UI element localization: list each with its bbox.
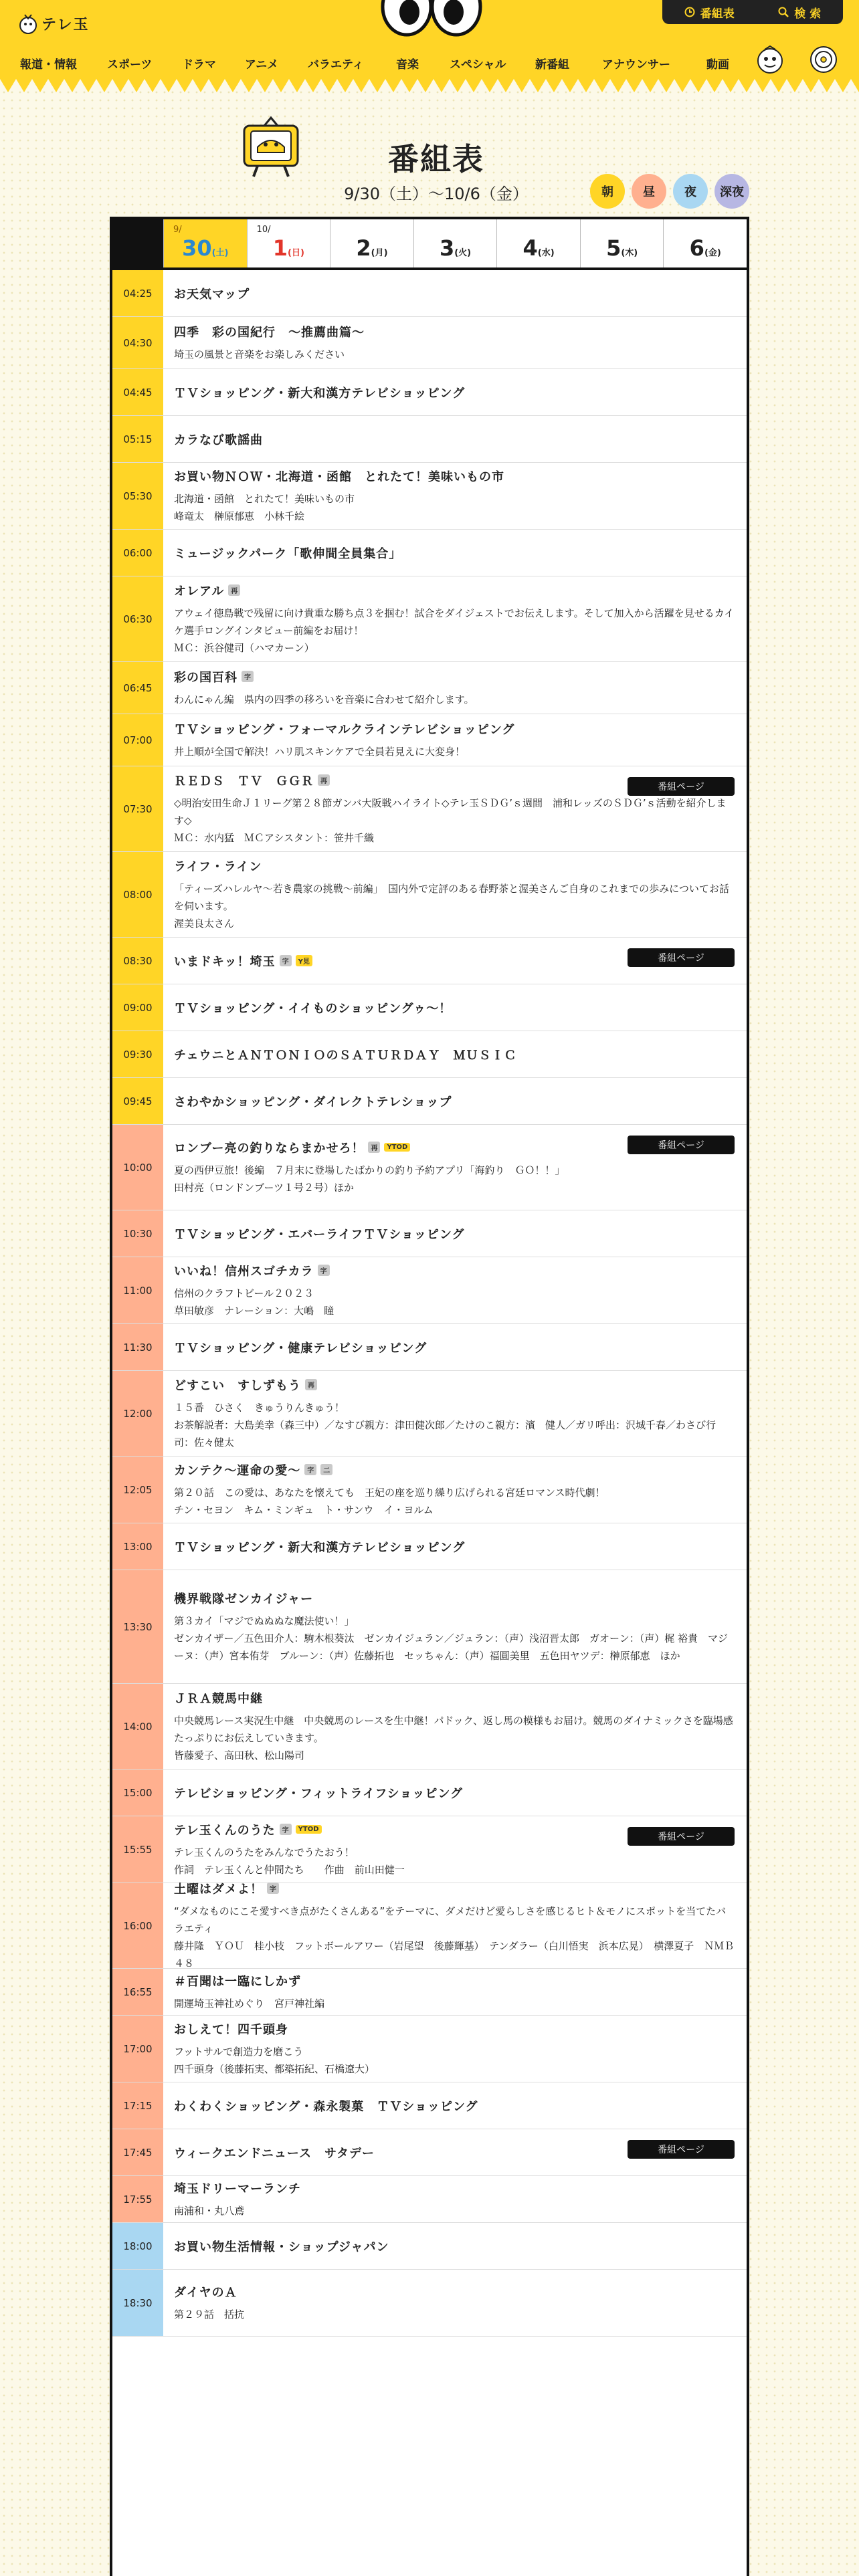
program-body	[163, 984, 747, 1031]
program-row	[112, 1125, 747, 1210]
program-badge: 再	[228, 584, 240, 596]
timezone-night-button[interactable]: 夜	[673, 174, 708, 209]
program-row	[112, 714, 747, 766]
program-row	[112, 576, 747, 662]
program-title[interactable]	[174, 2238, 735, 2255]
logo-text: テレ玉	[41, 16, 90, 33]
program-description-line: 北海道・函館 とれたて！美味いもの市	[174, 492, 355, 505]
program-title-text[interactable]: ＴＶショッピング・イイものショッピングゥ〜！	[174, 1001, 452, 1016]
program-title-text[interactable]: わくわくショッピング・森永製菓 ＴＶショッピング	[174, 2099, 478, 2114]
program-title[interactable]	[174, 544, 735, 562]
search-link-label: 検 索	[794, 7, 822, 21]
program-row	[112, 2016, 747, 2082]
program-description	[174, 691, 735, 708]
program-body	[163, 2082, 747, 2129]
program-body	[163, 530, 747, 576]
program-title-text[interactable]: カラなび歌謡曲	[174, 433, 263, 447]
date-range: 9/30（土）〜10/6（金）	[344, 185, 529, 203]
program-body	[163, 2270, 747, 2336]
program-title[interactable]	[174, 1093, 735, 1110]
program-body	[163, 1816, 747, 1883]
program-body	[163, 1324, 747, 1370]
program-badge: 字	[318, 1265, 330, 1276]
program-title[interactable]	[174, 1880, 735, 1897]
program-row	[112, 2176, 747, 2223]
schedule-link-label: 番組表	[700, 7, 735, 21]
program-badge: YTOD	[384, 1143, 410, 1152]
program-row	[112, 662, 747, 714]
program-description-line: 南浦和・丸八鳶	[174, 2204, 245, 2217]
tab-day-1006[interactable]	[663, 219, 747, 267]
program-title[interactable]	[174, 720, 735, 738]
program-body	[163, 1031, 747, 1077]
program-row	[112, 1816, 747, 1883]
program-body	[163, 1125, 747, 1210]
program-description-line: お茶解説者：大島美幸（森三中）／なすび親方：津田健次郎／たけのこ親方：濱 健人／ガリ呼出：沢城千春／わさび行司：佐々健太	[174, 1418, 717, 1448]
timezone-morning-button[interactable]: 朝	[590, 174, 625, 209]
program-title-text[interactable]: ウィークエンドニュース サタデー	[174, 2146, 375, 2161]
program-title[interactable]	[174, 582, 735, 599]
program-description-line: 作詞 テレ玉くんと仲間たち 作曲 前山田健一	[174, 1863, 405, 1876]
program-title-text[interactable]: いいね！信州スゴチカラ	[174, 1264, 314, 1279]
program-title-text[interactable]: お買い物生活情報・ショップジャパン	[174, 2240, 389, 2254]
program-page-button[interactable]: 番組ページ	[628, 777, 735, 796]
program-time: 05:30	[112, 463, 163, 529]
program-body	[163, 1371, 747, 1456]
program-row	[112, 1457, 747, 1523]
program-time: 18:30	[112, 2270, 163, 2336]
program-description	[174, 794, 735, 847]
program-title[interactable]	[174, 2283, 735, 2300]
program-title-text[interactable]: おしえて！四千頭身	[174, 2022, 288, 2037]
program-time: 17:55	[112, 2176, 163, 2222]
program-description-line: ◇明治安田生命Ｊ１リーグ第２８節ガンバ大阪戦ハイライト◇テレ玉ＳＤＧ’ｓ週間 浦和レッズのＳＤＧ’ｓ活動を紹介します◇	[174, 796, 727, 827]
program-body	[163, 1684, 747, 1769]
program-row	[112, 938, 747, 984]
program-row	[112, 369, 747, 416]
program-title-text[interactable]: ＴＶショッピング・新大和漢方テレビショッピング	[174, 1540, 466, 1555]
utility-bar	[662, 0, 843, 24]
program-title[interactable]	[174, 467, 735, 485]
program-title-text[interactable]: カンテク〜運命の愛〜	[174, 1463, 301, 1478]
nav-news[interactable]: 報道・情報	[20, 58, 77, 72]
program-time: 16:55	[112, 1969, 163, 2015]
program-description	[174, 1995, 735, 2012]
program-body	[163, 2129, 747, 2175]
program-time: 17:00	[112, 2016, 163, 2082]
program-row	[112, 1883, 747, 1969]
program-title-text[interactable]: ＪＲＡ競馬中継	[174, 1691, 263, 1706]
program-body	[163, 463, 747, 529]
program-time: 04:30	[112, 317, 163, 368]
program-description	[174, 743, 735, 760]
program-body	[163, 938, 747, 984]
program-badge: 二	[320, 1464, 332, 1475]
program-title[interactable]	[174, 1376, 735, 1394]
tab-day-number: 2	[356, 235, 371, 261]
day-tabs	[112, 217, 747, 270]
program-badge: 再	[318, 774, 330, 786]
program-row	[112, 530, 747, 576]
program-time: 06:00	[112, 530, 163, 576]
nav-music[interactable]: 音楽	[396, 58, 419, 72]
program-title-text[interactable]: さわやかショッピング・ダイレクトテレショップ	[174, 1095, 452, 1109]
program-description-line: 田村亮（ロンドンブーツ１号２号）ほか	[174, 1181, 354, 1194]
program-body	[163, 576, 747, 661]
program-row	[112, 1031, 747, 1078]
program-title-text[interactable]: お天気マップ	[174, 287, 250, 302]
program-description	[174, 1484, 735, 1519]
program-time: 08:00	[112, 852, 163, 937]
program-badge: 字	[304, 1464, 316, 1475]
clock-icon	[684, 7, 695, 17]
program-title[interactable]	[174, 285, 735, 302]
tab-weekday: (金)	[704, 248, 721, 258]
tab-weekday: (水)	[537, 248, 555, 258]
program-description	[174, 2202, 735, 2220]
program-description-line: １５番 ひさく きゅうりんきゅう！	[174, 1401, 345, 1414]
program-body	[163, 2223, 747, 2269]
program-badge: YTOD	[296, 1825, 322, 1834]
program-body	[163, 1969, 747, 2015]
tab-day-number: 1	[272, 235, 288, 261]
program-description-line: わんにゃん編 県内の四季の移ろいを音楽に合わせて紹介します。	[174, 693, 474, 706]
program-description-line: 草田敏彦 ナレーション：大嶋 瞳	[174, 1304, 335, 1317]
program-body	[163, 369, 747, 415]
program-row	[112, 1570, 747, 1684]
program-title[interactable]	[174, 2020, 735, 2038]
program-page-button[interactable]: 番組ページ	[628, 2140, 735, 2159]
program-title-text[interactable]: ロンブー亮の釣りならまかせろ！	[174, 1141, 365, 1156]
program-title[interactable]	[174, 1590, 735, 1607]
program-description-line: チン・セヨン キム・ミンギュ ト・サンウ イ・ヨルム	[174, 1503, 434, 1516]
program-title-text[interactable]: ダイヤのＡ	[174, 2285, 237, 2300]
bibiru-character-icon[interactable]	[808, 44, 839, 75]
tab-day-number: 4	[522, 235, 538, 261]
program-time: 13:00	[112, 1523, 163, 1570]
program-page-button[interactable]: 番組ページ	[628, 1827, 735, 1846]
program-row	[112, 1684, 747, 1769]
logo-mascot-icon	[19, 12, 37, 35]
program-time: 17:45	[112, 2129, 163, 2175]
program-description	[174, 605, 735, 657]
schedule-table	[110, 217, 749, 2576]
program-body	[163, 1769, 747, 1816]
program-description	[174, 1612, 735, 1665]
program-badge: 字	[242, 671, 254, 682]
program-description-line: 「ティーズハレルヤ〜若き農家の挑戦〜前編」 国内外で定評のある春野茶と渥美さんご自身のこれまでの歩みについてお話を伺います。	[174, 882, 729, 912]
program-title[interactable]	[174, 1689, 735, 1707]
program-body	[163, 270, 747, 316]
program-title[interactable]	[174, 1784, 735, 1802]
nav-special[interactable]: スペシャル	[450, 58, 506, 72]
program-row	[112, 1324, 747, 1371]
program-title[interactable]	[174, 1972, 735, 1990]
program-title[interactable]	[174, 1461, 735, 1479]
header-zigzag-edge	[0, 79, 859, 100]
program-title-text[interactable]: テレビショッピング・フィットライフショッピング	[174, 1786, 463, 1801]
program-description-line: 第２０話 この愛は、あなたを懐えても 王妃の座を巡り繰り広げられる宮廷ロマンス時代劇！	[174, 1486, 605, 1499]
program-description	[174, 346, 735, 363]
program-description-line: 渥美良太さん	[174, 917, 235, 930]
program-description	[174, 880, 735, 932]
main-nav	[0, 43, 859, 83]
program-body	[163, 662, 747, 714]
program-time: 09:45	[112, 1078, 163, 1124]
program-badge: 字	[280, 1824, 292, 1835]
program-title[interactable]	[174, 323, 735, 340]
program-time: 18:00	[112, 2223, 163, 2269]
site-logo[interactable]	[19, 12, 90, 35]
program-row	[112, 1969, 747, 2016]
program-time: 17:15	[112, 2082, 163, 2129]
nav-drama[interactable]: ドラマ	[182, 58, 216, 72]
tab-day-1003[interactable]	[413, 219, 497, 267]
program-row	[112, 317, 747, 369]
program-description	[174, 1285, 735, 1319]
program-title-text[interactable]: ミュージックパーク「歌伸間全員集合」	[174, 546, 402, 561]
search-link[interactable]	[778, 4, 821, 21]
nav-videos[interactable]: 動画	[706, 58, 729, 72]
program-title[interactable]	[174, 668, 735, 685]
tab-day-0930[interactable]	[163, 219, 247, 267]
program-title-text[interactable]: ＴＶショッピング・健康テレビショッピング	[174, 1341, 427, 1356]
program-title-text[interactable]: お買い物ＮＯＷ・北海道・函館 とれたて！美味いもの市	[174, 469, 504, 484]
program-description-line: 夏の西伊豆旅！後編 ７月末に登場したばかりの釣り予約アプリ「海釣り ＧＯ！！」	[174, 1164, 565, 1176]
program-description-line: 開運埼玉神社めぐり 宮戸神社編	[174, 1997, 325, 2010]
program-page-button[interactable]: 番組ページ	[628, 1136, 735, 1154]
program-row	[112, 1257, 747, 1324]
program-body	[163, 1883, 747, 1968]
program-description-line: ＭＣ：水内猛 ＭＣアシスタント：笹井千織	[174, 831, 374, 844]
program-body	[163, 1210, 747, 1257]
program-title[interactable]	[174, 1339, 735, 1356]
program-description	[174, 1162, 735, 1196]
title-area	[0, 100, 859, 214]
program-time: 09:30	[112, 1031, 163, 1077]
nav-anime[interactable]: アニメ	[245, 58, 279, 72]
program-body	[163, 1523, 747, 1570]
program-description-line: 井上順が全国で解決！ハリ肌スキンケアで全員若見えに大変身！	[174, 745, 466, 758]
program-title-text[interactable]: いまドキッ！埼玉	[174, 954, 276, 969]
program-description-line: ゼンカイザー／五色田介人：駒木根葵汰 ゼンカイジュラン／ジュラン：（声）浅沼晋太郎 ガオーン：（声）梶 裕貴 マジーヌ：（声）宮本侑芽 ブルーン：（声）佐藤拓也 セッちゃん：（声）福圓美里 五色田ヤツデ：榊原郁恵 ほか	[174, 1632, 728, 1662]
program-description-line: 峰竜太 榊原郁恵 小林千絵	[174, 510, 305, 522]
program-row	[112, 2129, 747, 2176]
program-badge: 字	[280, 955, 292, 966]
program-description-line: 皆藤愛子、高田秋、松山陽司	[174, 1749, 305, 1761]
program-time: 06:30	[112, 576, 163, 661]
program-time: 12:05	[112, 1457, 163, 1523]
program-time: 15:55	[112, 1816, 163, 1883]
program-row	[112, 852, 747, 938]
program-body	[163, 2016, 747, 2082]
program-title-text[interactable]: ＴＶショッピング・新大和漢方テレビショッピング	[174, 386, 466, 401]
tab-weekday: (日)	[288, 248, 304, 258]
program-row	[112, 1371, 747, 1457]
program-description	[174, 1712, 735, 1764]
program-description	[174, 1903, 735, 1972]
program-description-line: 信州のクラフトビール２０２３	[174, 1287, 314, 1299]
program-description-line: 第２９話 括抗	[174, 2308, 245, 2321]
program-title-text[interactable]: テレ玉くんのうた	[174, 1823, 276, 1838]
program-body	[163, 1457, 747, 1523]
program-row	[112, 2082, 747, 2129]
program-time: 09:00	[112, 984, 163, 1031]
program-description	[174, 490, 735, 525]
program-time: 16:00	[112, 1883, 163, 1968]
program-time: 04:25	[112, 270, 163, 316]
program-time: 04:45	[112, 369, 163, 415]
program-title[interactable]	[174, 1538, 735, 1555]
program-row	[112, 463, 747, 530]
tab-day-1002[interactable]	[330, 219, 413, 267]
program-title-text[interactable]: チェウニとＡＮＴＯＮＩＯのＳＡＴＵＲＤＡＹ ＭＵＳＩＣ	[174, 1048, 517, 1063]
page-title: 番組表	[388, 141, 484, 177]
tab-weekday: (火)	[454, 248, 472, 258]
program-title[interactable]	[174, 2179, 735, 2197]
tab-month: 10/	[256, 225, 271, 235]
nav-new-programs[interactable]: 新番組	[535, 58, 569, 72]
program-row	[112, 416, 747, 463]
tab-weekday: (土)	[211, 248, 229, 258]
program-row	[112, 1078, 747, 1125]
program-time: 11:00	[112, 1257, 163, 1323]
program-row	[112, 1523, 747, 1570]
program-row	[112, 2270, 747, 2337]
tamagon-character-icon[interactable]	[755, 44, 785, 75]
program-body	[163, 1570, 747, 1683]
program-row	[112, 270, 747, 317]
program-description-line: ＭＣ：浜谷健司（ハマカーン）	[174, 641, 314, 654]
program-description	[174, 2043, 735, 2078]
program-description-line: テレ玉くんのうたをみんなでうたおう！	[174, 1846, 355, 1858]
nav-sports[interactable]: スポーツ	[107, 58, 153, 72]
tab-day-number: 30	[182, 235, 212, 261]
program-row	[112, 1769, 747, 1816]
program-description	[174, 1399, 735, 1451]
program-time: 10:00	[112, 1125, 163, 1210]
program-body	[163, 766, 747, 851]
program-title-text[interactable]: 彩の国百科	[174, 670, 237, 685]
program-body	[163, 416, 747, 462]
nav-announcers[interactable]: アナウンサー	[602, 58, 670, 72]
tab-day-number: 3	[439, 235, 455, 261]
tab-day-number: 5	[606, 235, 622, 261]
program-title[interactable]	[174, 1262, 735, 1279]
program-title-text[interactable]: 四季 彩の国紀行 〜推薦曲篇〜	[174, 325, 365, 340]
tab-corner	[112, 219, 163, 267]
program-title-text[interactable]: 埼玉ドリーマーランチ	[174, 2181, 301, 2196]
program-time: 12:00	[112, 1371, 163, 1456]
program-title-text[interactable]: 土曜はダメよ！	[174, 1882, 263, 1897]
program-title[interactable]	[174, 999, 735, 1016]
program-title-text[interactable]: どすこい すしずもう	[174, 1378, 301, 1393]
program-time: 10:30	[112, 1210, 163, 1257]
program-row	[112, 766, 747, 852]
program-description-line: 中央競馬レース実況生中継 中央競馬のレースを生中継！パドック、返し馬の模様もお届け。競馬のダイナミックさを臨場感たっぷりにお伝えしていきます。	[174, 1714, 733, 1744]
program-title[interactable]	[174, 431, 735, 448]
program-badge: 字	[267, 1883, 279, 1894]
program-body	[163, 852, 747, 937]
site-header	[0, 0, 859, 79]
program-description-line: フットサルで創造力を磨こう	[174, 2045, 304, 2058]
program-body	[163, 714, 747, 766]
timezone-latenight-button[interactable]: 深夜	[714, 174, 749, 209]
program-body	[163, 1257, 747, 1323]
program-time: 06:45	[112, 662, 163, 714]
program-title-text[interactable]: 機界戦隊ゼンカイジャー	[174, 1592, 314, 1606]
program-title[interactable]	[174, 1046, 735, 1063]
program-description-line: “ダメなものにこそ愛すべき点がたくさんある”をテーマに、ダメだけど愛らしさを感じるヒト＆モノにスポットを当てたバラエティ	[174, 1905, 727, 1935]
program-time: 05:15	[112, 416, 163, 462]
nav-variety[interactable]: バラエティ	[308, 58, 364, 72]
program-row	[112, 984, 747, 1031]
mascot-eyes-icon	[375, 0, 488, 37]
program-time: 13:30	[112, 1570, 163, 1683]
tab-weekday: (木)	[621, 248, 638, 258]
schedule-link[interactable]	[684, 4, 735, 21]
tab-day-1005[interactable]	[580, 219, 664, 267]
program-time: 11:30	[112, 1324, 163, 1370]
program-description-line: 第３カイ「マジでぬぬぬな魔法使い！」	[174, 1614, 355, 1627]
program-time: 08:30	[112, 938, 163, 984]
tab-weekday: (月)	[371, 248, 388, 258]
program-title-text[interactable]: オレアル	[174, 584, 225, 599]
program-description	[174, 1844, 735, 1879]
tab-month: 9/	[173, 225, 182, 235]
program-title[interactable]	[174, 857, 735, 875]
program-title[interactable]	[174, 1225, 735, 1243]
program-description-line: 藤井隆 ＹＯＵ 桂小枝 フットボールアワー（岩尾望 後藤輝基） テンダラー（白川悟実 浜本広晃） 横澤夏子 ＮＭＢ４８	[174, 1939, 735, 1969]
program-time: 07:00	[112, 714, 163, 766]
program-title[interactable]	[174, 384, 735, 401]
program-row	[112, 2223, 747, 2270]
program-body	[163, 317, 747, 368]
program-body	[163, 1078, 747, 1124]
program-page-button[interactable]: 番組ページ	[628, 948, 735, 967]
program-description-line: アウェイ徳島戦で残留に向け貴重な勝ち点３を掴む！試合をダイジェストでお伝えします。そして加入から活躍を見せるカイケ選手ロングインタビュー前編をお届け！	[174, 607, 735, 637]
program-list	[112, 270, 747, 2337]
program-body	[163, 2176, 747, 2222]
program-description-line: 四千頭身（後藤拓実、都築拓紀、石橋遼大）	[174, 2062, 375, 2075]
tab-day-1001[interactable]	[247, 219, 330, 267]
program-title[interactable]	[174, 2097, 735, 2115]
program-time: 07:30	[112, 766, 163, 851]
program-badge: Y見	[296, 955, 312, 966]
timezone-daytime-button[interactable]: 昼	[632, 174, 666, 209]
program-title-text[interactable]: ＃百聞は一臨にしかず	[174, 1974, 301, 1989]
program-badge: 再	[368, 1142, 380, 1153]
program-title-text[interactable]: ライフ・ライン	[174, 859, 262, 874]
tab-day-number: 6	[689, 235, 704, 261]
program-row	[112, 1210, 747, 1257]
program-description-line: 埼玉の風景と音楽をお楽しみください	[174, 348, 345, 360]
program-description	[174, 2306, 735, 2323]
tab-day-1004[interactable]	[496, 219, 580, 267]
program-time: 15:00	[112, 1769, 163, 1816]
program-time: 14:00	[112, 1684, 163, 1769]
program-title-text[interactable]: ＴＶショッピング・エバーライフＴＶショッピング	[174, 1227, 465, 1242]
program-title-text[interactable]: ＴＶショッピング・フォーマルクラインテレビショッピング	[174, 722, 515, 737]
search-icon	[778, 7, 789, 17]
program-title-text[interactable]: ＲＥＤＳ ＴＶ ＧＧＲ	[174, 774, 314, 788]
program-badge: 再	[305, 1379, 317, 1390]
